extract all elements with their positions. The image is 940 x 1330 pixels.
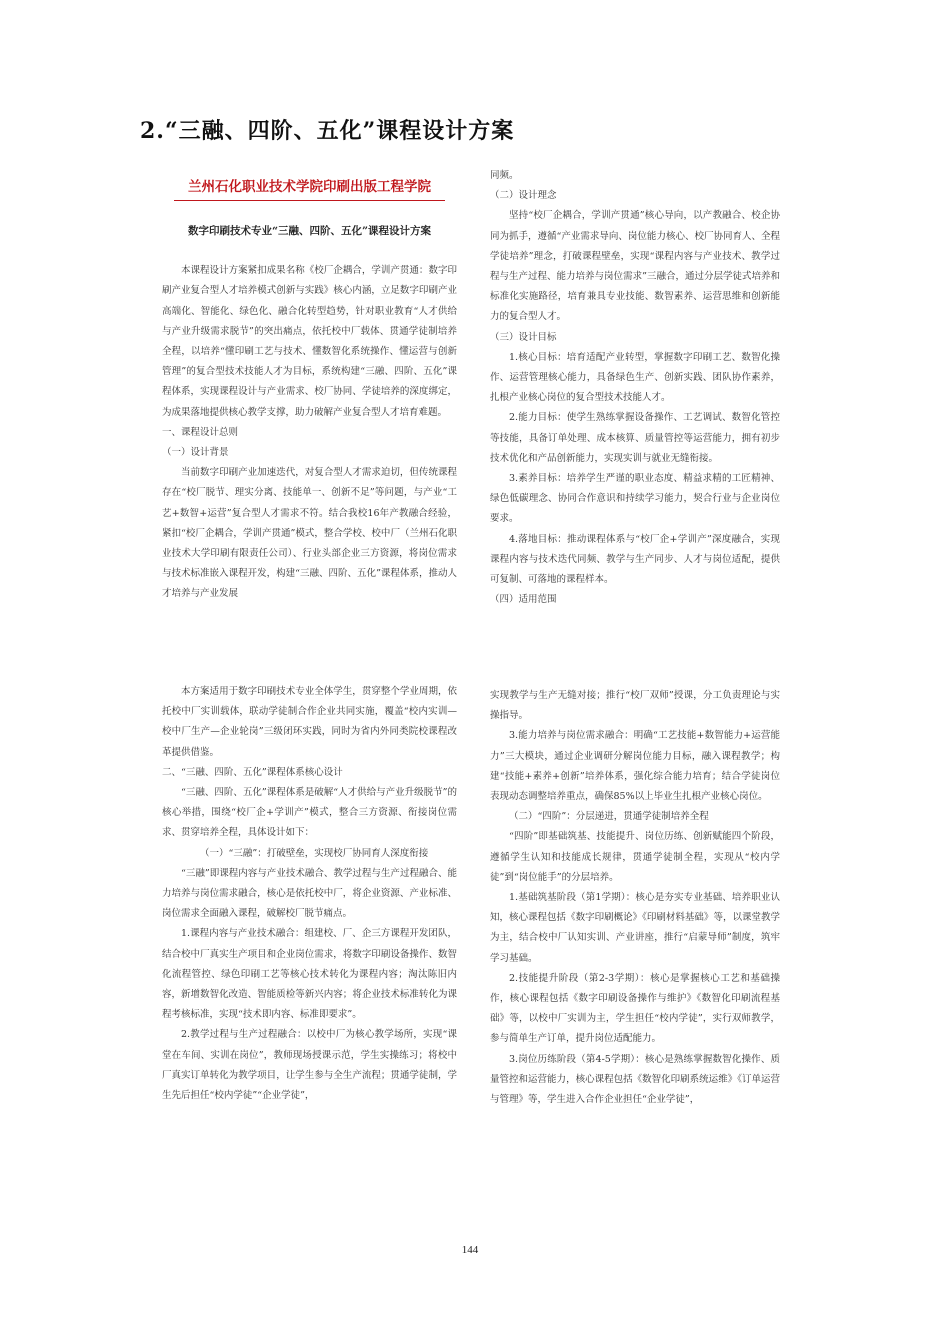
left-column-top <box>162 178 457 605</box>
section-heading: 同频。 <box>490 170 519 181</box>
section-heading: 一、课程设计总则 <box>162 426 239 438</box>
paragraph: 3.素养目标：培养学生严谨的职业态度、精益求精的工匠精神、绿色低碳理念、协同合作意识和持续学习能力，契合行业与企业岗位要求。 <box>490 473 780 525</box>
paragraph: 1.核心目标：培育适配产业转型，掌握数字印刷工艺、数智化操作、运营管理核心能力，具备绿色生产、创新实践、团队协作素养，扎根产业核心岗位的复合型技术技能人才。 <box>490 351 780 404</box>
paragraph: 当前数字印刷产业加速迭代，对复合型人才需求迫切，但传统课程存在“校厂脱节、理实分离、技能单一、创新不足”等问题，与产业“工艺+数智+运营”复合型人才需求不符。结合我校16年产教融合经验，紧扣“校厂企耦合，学训产贯通”模式，整合学校、校中厂（兰州石化职业技术大学印刷有限责任公司）、行业头部企业三方资源，将岗位需求与技术标准嵌入课程开发，构建“三融、四阶、五化”课程体系，推动人才培养与产业发展 <box>162 467 457 600</box>
paragraph: “三融、四阶、五化”课程体系是破解“人才供给与产业升级脱节”的核心举措，围绕“校厂企+学训产”模式，整合三方资源、衔接岗位需求、贯穿培养全程，具体设计如下： <box>162 787 457 839</box>
paragraph: 3.能力培养与岗位需求融合：明确“工艺技能+数智能力+运营能力”三大模块，通过企业调研分解岗位能力目标，融入课程教学；构建“技能+素养+创新”培养体系，强化综合能力培育；结合学徒岗位表现动态调整培养重点，确保85%以上毕业生扎根产业核心岗位。 <box>490 730 780 803</box>
paragraph: 2.技能提升阶段（第2-3学期）：核心是掌握核心工艺和基础操作，核心课程包括《数字印刷设备操作与维护》《数智化印刷流程基础》等，以校中厂实训为主，学生担任“校内学徒”，实行双师教学，参与简单生产订单，提升岗位适配能力。 <box>490 972 780 1045</box>
section-title: 2.“三融、四阶、五化”课程设计方案 <box>140 118 515 144</box>
plan-title: 数字印刷技术专业“三融、四阶、五化”课程设计方案 <box>187 225 432 237</box>
section-heading: （一）设计背景 <box>162 447 229 459</box>
section-heading: 二、“三融、四阶、五化”课程体系核心设计 <box>162 766 343 778</box>
paragraph: 2.能力目标：使学生熟练掌握设备操作、工艺调试、数智化管控等技能，具备订单处理、成本核算、质量管控等运营能力，拥有初步技术优化和产品创新能力，实现实训与就业无缝衔接。 <box>490 412 780 464</box>
section-heading: （二）设计理念 <box>490 190 557 202</box>
section-heading: （四）适用范围 <box>490 594 557 606</box>
paragraph: “四阶”即基础筑基、技能提升、岗位历练、创新赋能四个阶段，遵循学生认知和技能成长规律，贯通学徒制全程，实现从“校内学徒”到“岗位能手”的分层培养。 <box>490 831 780 883</box>
paragraph: 本课程设计方案紧扣成果名称《校厂企耦合，学训产贯通：数字印刷产业复合型人才培养模式创新与实践》核心内涵，立足数字印刷产业高端化、智能化、绿色化、融合化转型趋势，针对职业教育“人才供给与产业升级需求脱节”的突出痛点，依托校中厂载体、贯通学徒制培养全程，以培养“懂印刷工艺与技术、懂数智化系统操作、懂运营与创新管理”的复合型技术技能人才为目标，系统构建“三融、四阶、五化”课程体系，实现课程设计与产业需求、校厂协同、学徒培养的深度绑定，为成果落地提供核心教学支撑，助力破解产业复合型人才培育难题。 <box>162 265 457 418</box>
paragraph: 本方案适用于数字印刷技术专业全体学生，贯穿整个学业周期，依托校中厂实训载体，联动学徒制合作企业共同实施，覆盖“校内实训—校中厂生产—企业轮岗”三级闭环实践，同时为省内外同类院校课程改革提供借鉴。 <box>162 686 457 758</box>
section-heading: 实现教学与生产无缝对接；推行“校厂双师”授课，分工负责理论与实操指导。 <box>490 690 780 722</box>
paragraph: 3.岗位历练阶段（第4-5学期）：核心是熟练掌握数智化操作、质量管控和运营能力，核心课程包括《数智化印刷系统运维》《订单运营与管理》等，学生进入合作企业担任“企业学徒”， <box>490 1053 780 1106</box>
paragraph: 1.基础筑基阶段（第1学期）：核心是夯实专业基础、培养职业认知，核心课程包括《数字印刷概论》《印刷材料基础》等，以课堂教学为主，结合校中厂认知实训、产业讲座，推行“启蒙导师”制度，筑牢学习基础。 <box>490 892 780 964</box>
paragraph: 4.落地目标：推动课程体系与“校厂企+学训产”深度融合，实现课程内容与技术迭代同频、教学与生产同步、人才与岗位适配，提供可复制、可落地的课程样本。 <box>490 533 780 586</box>
right-column-bottom <box>490 686 780 1110</box>
right-column-top <box>490 166 780 610</box>
paragraph: （二）“四阶”：分层递进，贯通学徒制培养全程 <box>509 811 709 823</box>
institution-header: 兰州石化职业技术学院印刷出版工程学院 <box>174 178 445 201</box>
paragraph: 2.教学过程与生产过程融合：以校中厂为核心教学场所，实现“课堂在车间、实训在岗位”，教师现场授课示范，学生实操练习；将校中厂真实订单转化为教学项目，让学生参与全生产流程；贯通学徒制，学生先后担任“校内学徒”“企业学徒”， <box>162 1029 457 1102</box>
paragraph: 1.课程内容与产业技术融合：组建校、厂、企三方课程开发团队，结合校中厂真实生产项目和企业岗位需求，将数字印刷设备操作、数智化流程管控、绿色印刷工艺等核心技术转化为课程内容；淘汰陈旧内容，新增数智化改造、智能质检等新兴内容；将企业技术标准转化为课程考核标准，实现“技术即内容、标准即要求”。 <box>162 928 457 1021</box>
paragraph: （一）“三融”：打破壁垒，实现校厂协同育人深度衔接 <box>200 847 429 859</box>
section-heading: （三）设计目标 <box>490 331 557 343</box>
paragraph: “三融”即课程内容与产业技术融合、教学过程与生产过程融合、能力培养与岗位需求融合，核心是依托校中厂，将企业资源、产业标准、岗位需求全面融入课程，破解校厂脱节痛点。 <box>162 867 457 920</box>
left-column-bottom <box>162 682 457 1106</box>
page-number: 144 <box>461 1244 479 1256</box>
paragraph: 坚持“校厂企耦合，学训产贯通”核心导向，以产教融合、校企协同为抓手，遵循“产业需求导向、岗位能力核心、校厂协同育人、全程学徒培养”理念，打破课程壁垒，实现“课程内容与产业技术、教学过程与生产过程、能力培养与岗位需求”三融合，通过分层学徒式培养和标准化实施路径，培育兼具专业技能、数智素养、运营思维和创新能力的复合型人才。 <box>490 210 780 323</box>
